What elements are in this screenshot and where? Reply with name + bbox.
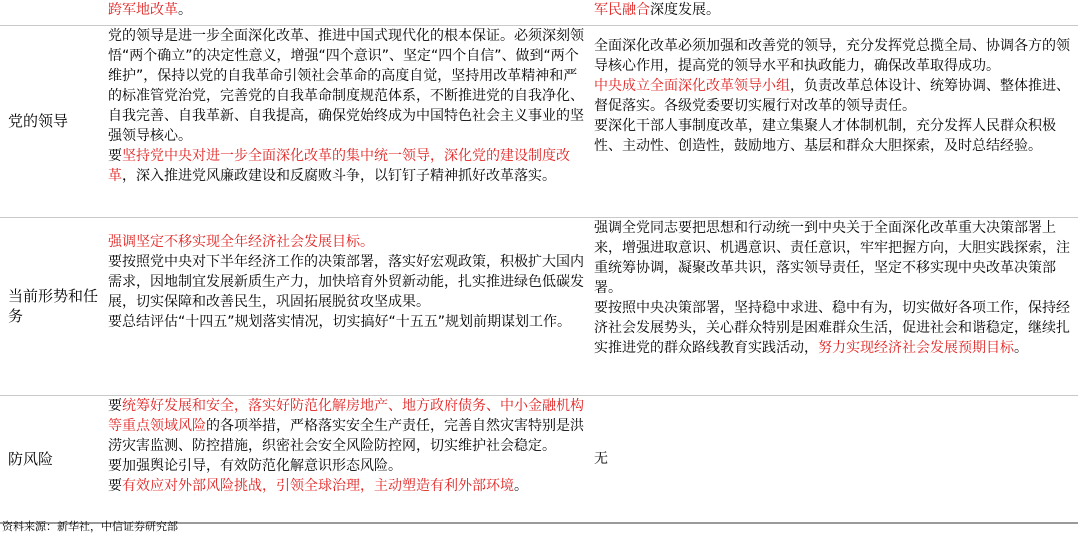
- cell-col2: [590, 0, 1078, 25]
- text-segment: 。: [1014, 339, 1028, 356]
- text-segment: 要总结评估“十四五”规划落实情况，切实搞好“十五五”规划前期谋划工作。: [108, 313, 572, 330]
- cell-paragraph: [108, 476, 586, 496]
- row-category: 当前形势和任务: [0, 217, 104, 395]
- text-segment: 深度发展。: [650, 2, 720, 18]
- text-segment: 要按照党中央对下半年经济工作的决策部署，落实好宏观政策，积极扩大国内需求，因地制宜发展新质生产力，加快培育外贸新动能，扎实推进绿色低碳发展，切实保障和改善民生，巩固拓展脱贫攻坚成果。: [108, 253, 584, 310]
- highlighted-text: 跨军地改革: [108, 2, 178, 18]
- cell-col2: [590, 217, 1078, 395]
- cell-paragraph: [594, 116, 1074, 156]
- row-category: 防风险: [0, 395, 104, 523]
- table-row: [0, 217, 1078, 395]
- text-segment: 全面深化改革必须加强和改善党的领导，充分发挥党总揽全局、协调各方的领导核心作用，提高党的领导水平和执政能力，确保改革取得成功。: [594, 37, 1070, 74]
- highlighted-text: 强调坚定不移实现全年经济社会发展目标。: [108, 233, 374, 250]
- text-segment: 强调全党同志要把思想和行动统一到中央关于全面深化改革重大决策部署上来，增强进取意识、机遇意识、责任意识，牢牢把握方向，大胆实践探索，注重统筹协调，凝聚改革共识，落实领导责任，坚定不移实现中央改革决策部署。: [594, 219, 1070, 296]
- cell-paragraph: [594, 76, 1074, 116]
- text-segment: 。: [514, 477, 528, 494]
- text-segment: 要按照中央决策部署，坚持稳中求进、稳中有为，切实做好各项工作，保持经济社会发展势头，关心群众特别是困难群众生活，促进社会和谐稳定，继续扎实推进党的群众路线教育实践活动，: [594, 299, 1070, 356]
- text-segment: 要: [108, 477, 122, 494]
- row-category: [0, 0, 104, 25]
- cell-paragraph: [594, 449, 1074, 469]
- cell-paragraph: [594, 298, 1074, 358]
- cell-col1: [104, 25, 590, 217]
- cell-paragraph: [108, 312, 586, 332]
- source-note: 资料来源：新华社，中信证券研究部: [2, 520, 178, 533]
- text-segment: ，负责改革总体设计、统筹协调、整体推进、督促落实。各级党委要切实履行对改革的领导责任。: [594, 77, 1070, 114]
- text-segment: 要: [108, 397, 122, 414]
- cell-col1: [104, 217, 590, 395]
- highlighted-text: 有效应对外部风险挑战，引领全球治理，主动塑造有利外部环境: [122, 477, 514, 494]
- text-segment: 要加强舆论引导，有效防范化解意识形态风险。: [108, 457, 402, 474]
- cell-col1: [104, 395, 590, 523]
- cell-paragraph: [594, 218, 1074, 298]
- highlighted-text: 统筹好发展和安全，落实好防范化解房地产、地方政府债务、中小金融机构等重点领域风险: [108, 397, 584, 434]
- cell-paragraph: [108, 232, 586, 252]
- cell-paragraph: [108, 26, 586, 146]
- cell-paragraph: [108, 396, 586, 456]
- cell-col2: [590, 395, 1078, 523]
- highlighted-text: 中央成立全面深化改革领导小组: [594, 77, 790, 94]
- highlighted-text: 坚持党中央对进一步全面深化改革的集中统一领导，深化党的建设制度改革: [108, 147, 570, 184]
- table-row: [0, 0, 1078, 25]
- cell-paragraph: [108, 456, 586, 476]
- row-category: 党的领导: [0, 25, 104, 217]
- cell-paragraph: [108, 0, 586, 20]
- table-row: [0, 395, 1078, 523]
- cell-col1: [104, 0, 590, 25]
- text-segment: 要: [108, 147, 122, 164]
- text-segment: 要深化干部人事制度改革，建立集聚人才体制机制，充分发挥人民群众积极性、主动性、创造性，鼓励地方、基层和群众大胆探索，及时总结经验。: [594, 117, 1056, 154]
- cell-paragraph: [594, 36, 1074, 76]
- text-segment: 的各项举措，严格落实安全生产责任，完善自然灾害特别是洪涝灾害监测、防控措施，织密社会安全风险防控网，切实维护社会稳定。: [108, 417, 584, 454]
- highlighted-text: 努力实现经济社会发展预期目标: [818, 339, 1014, 356]
- cell-paragraph: [594, 0, 1074, 20]
- cell-col2: [590, 25, 1078, 217]
- text-segment: 无: [594, 450, 608, 467]
- cell-paragraph: [108, 146, 586, 186]
- text-segment: ，深入推进党风廉政建设和反腐败斗争，以钉钉子精神抓好改革落实。: [122, 167, 556, 184]
- highlighted-text: 军民融合: [594, 2, 650, 18]
- cell-paragraph: [108, 252, 586, 312]
- text-segment: 。: [178, 2, 192, 18]
- text-segment: 党的领导是进一步全面深化改革、推进中国式现代化的根本保证。必须深刻领悟“两个确立”的决定性意义，增强“四个意识”、坚定“四个自信”、做到“两个维护”，保持以党的自我革命引领社会革命的高度自觉，坚持用改革精神和严的标准管党治党，完善党的自我革命制度规范体系，不断推进党的自我净化、自我完善、自我革新、自我提高，确保党始终成为中国特色社会主义事业的坚强领导核心。: [108, 27, 584, 144]
- table-row: [0, 25, 1078, 217]
